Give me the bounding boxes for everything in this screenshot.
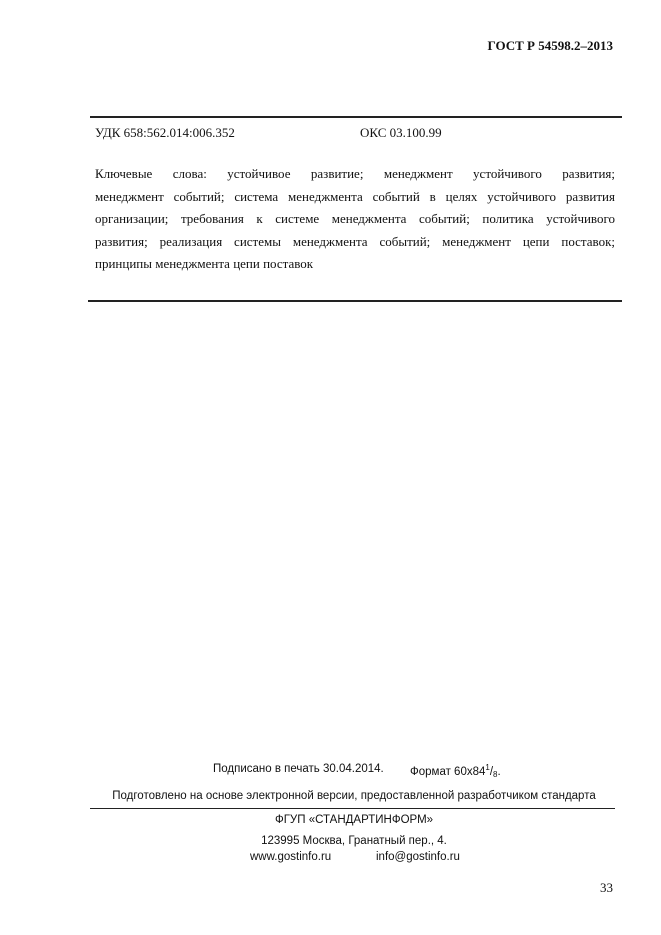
udk-code: УДК 658:562.014:006.352	[95, 125, 235, 140]
publisher-email[interactable]: info@gostinfo.ru	[376, 851, 460, 863]
keywords-paragraph	[95, 163, 615, 276]
top-divider	[90, 116, 622, 118]
publisher-block	[0, 812, 661, 865]
bottom-divider	[88, 300, 622, 302]
publisher-website[interactable]: www.gostinfo.ru	[250, 851, 332, 863]
publisher-name: ФГУП «СТАНДАРТИНФОРМ»	[274, 814, 434, 826]
keywords-line: организации; требования к системе менеджмента событий; политика устойчивого	[95, 211, 615, 226]
page-number: 33	[600, 880, 613, 895]
publisher-contacts	[0, 849, 661, 865]
paper-format: Формат $60x84^1/_8$.	[410, 763, 501, 779]
keywords-line: принципы менеджмента цепи поставок	[95, 256, 314, 271]
keywords-line: развития; реализация системы менеджмента событий; менеджмент цепи поставок;	[95, 233, 615, 249]
oks-code: ОКС 03.100.99	[360, 125, 442, 140]
prepared-note: Подготовлено на основе электронной версии, предоставленной разработчиком стандарта	[112, 790, 596, 802]
publisher-address: 123995 Москва, Гранатный пер., 4.	[261, 834, 447, 847]
keywords-line: Ключевые слова: устойчивое развитие; менеджмент устойчивого развития;	[95, 166, 615, 181]
footer-divider	[90, 808, 615, 809]
keywords-line: менеджмент событий; система менеджмента событий в целях устойчивого развития	[95, 188, 615, 204]
signed-date: Подписано в печать 30.04.2014.	[213, 763, 384, 775]
standard-code: ГОСТ Р 54598.2–2013	[487, 38, 613, 53]
